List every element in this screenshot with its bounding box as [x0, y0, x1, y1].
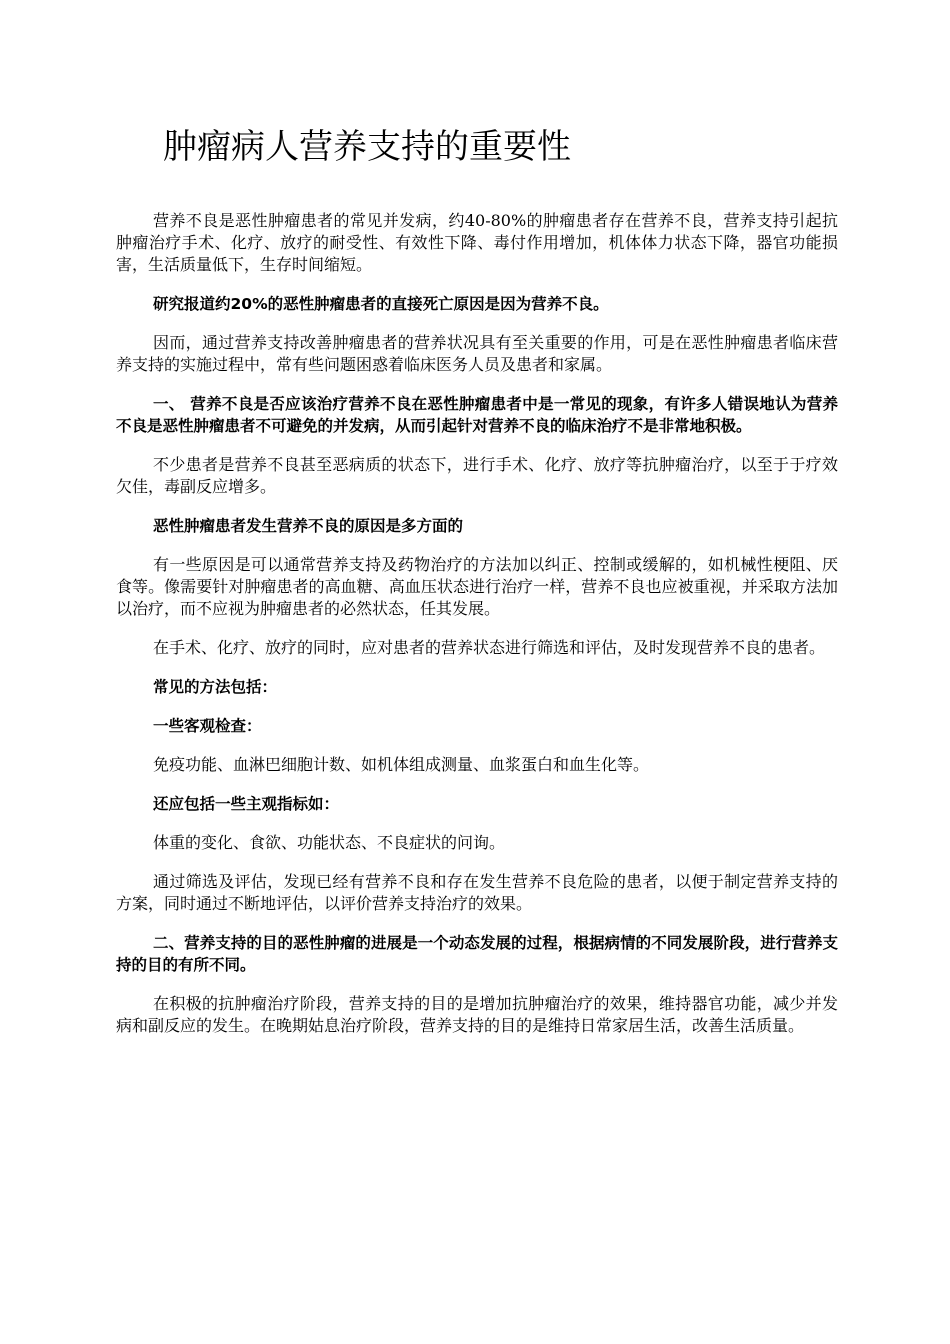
body-paragraph: 有一些原因是可以通常营养支持及药物治疗的方法加以纠正、控制或缓解的，如机械性梗阻、厌食等。像需要针对肿瘤患者的高血糖、高血压状态进行治疗一样，营养不良也应被重视，并采取方法加以治疗，而不应视为肿瘤患者的必然状态，任其发展。: [116, 555, 838, 618]
body-paragraph: 通过筛选及评估，发现已经有营养不良和存在发生营养不良危险的患者，以便于制定营养支持的方案，同时通过不断地评估，以评价营养支持治疗的效果。: [116, 872, 838, 913]
section-heading-1: 一、 营养不良是否应该治疗营养不良在恶性肿瘤患者中是一常见的现象，有许多人错误地认为营养不良是恶性肿瘤患者不可避免的并发病，从而引起针对营养不良的临床治疗不是非常地积极。: [116, 395, 838, 435]
body-paragraph: 因而，通过营养支持改善肿瘤患者的营养状况具有至关重要的作用，可是在恶性肿瘤患者临床营养支持的实施过程中，常有些问题困惑着临床医务人员及患者和家属。: [116, 333, 838, 374]
body-paragraph: 营养不良是恶性肿瘤患者的常见并发病，约40-80%的肿瘤患者存在营养不良，营养支持引起抗肿瘤治疗手术、化疗、放疗的耐受性、有效性下降、毒付作用增加，机体体力状态下降，器官功能损害，生活质量低下，生存时间缩短。: [116, 211, 838, 274]
body-paragraph: 在积极的抗肿瘤治疗阶段，营养支持的目的是增加抗肿瘤治疗的效果，维持器官功能，减少并发病和副反应的发生。在晚期姑息治疗阶段，营养支持的目的是维持日常家居生活，改善生活质量。: [116, 994, 838, 1035]
body-paragraph-bold: 一些客观检查：: [153, 717, 262, 735]
document-body: [116, 210, 838, 1054]
body-paragraph-bold: 恶性肿瘤患者发生营养不良的原因是多方面的: [153, 517, 464, 535]
body-paragraph: 不少患者是营养不良甚至恶病质的状态下，进行手术、化疗、放疗等抗肿瘤治疗，以至于于疗效欠佳，毒副反应增多。: [116, 455, 838, 496]
body-paragraph: 在手术、化疗、放疗的同时，应对患者的营养状态进行筛选和评估，及时发现营养不良的患者。: [153, 638, 826, 657]
document-title: 肿瘤病人营养支持的重要性: [163, 127, 571, 167]
body-paragraph: 体重的变化、食欲、功能状态、不良症状的问询。: [153, 833, 506, 852]
body-paragraph: 免疫功能、血淋巴细胞计数、如机体组成测量、血浆蛋白和血生化等。: [153, 755, 650, 774]
body-paragraph-bold: 常见的方法包括：: [153, 678, 278, 696]
body-paragraph-bold: 还应包括一些主观指标如：: [153, 795, 340, 813]
body-paragraph-bold: 研究报道约20%的恶性肿瘤患者的直接死亡原因是因为营养不良。: [153, 295, 609, 313]
section-heading-2: 二、营养支持的目的恶性肿瘤的进展是一个动态发展的过程，根据病情的不同发展阶段，进行营养支持的目的有所不同。: [116, 934, 838, 974]
